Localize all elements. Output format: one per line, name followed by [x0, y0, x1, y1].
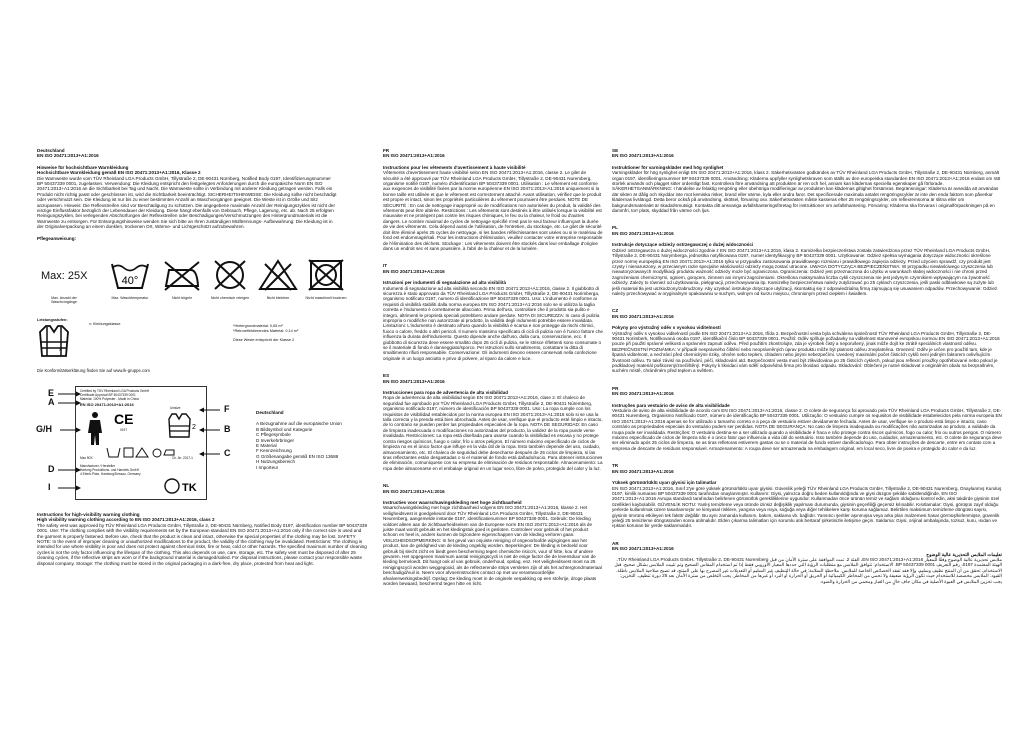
vest-class-x: x: [59, 347, 62, 353]
legend-item: E Material: [256, 443, 277, 449]
lang-code-it: IT: [383, 263, 388, 269]
care-caption: Nicht chemisch reinigen: [210, 296, 250, 300]
section-heading: Instruktioner för varningskläder med hög synlighet: [612, 164, 724, 170]
care-caption: Max. Waschtemperatur: [111, 296, 149, 300]
label-line: Hartung Produktions- und Handels GmbH: [80, 468, 139, 472]
material-reflective: *Retroreflektierendes Material: 0,14 m²: [233, 329, 299, 333]
standard-line: EN ISO 20471:2013+A1:2016: [383, 488, 445, 494]
notified-body-number: 0197: [120, 428, 128, 432]
country-heading: Deutschland: [37, 148, 65, 153]
performance-title: Leistungsstufen:: [37, 318, 68, 322]
label-line: Material: 100% Polyester - Made in China: [80, 397, 139, 401]
lang-code-tr: TR: [612, 463, 619, 469]
section-subheading: High visibility warning clothing according to EN ISO 20471:2013+A1:2016, class 2: [37, 517, 215, 523]
section-heading: Instrucciones para ropa de advertencia de alta visibilidad: [383, 390, 509, 396]
section-body: Výstražný oděv s vysokou viditelností podle EN ISO 20471:2013+A1:2016, třída 2. Bezpečnostní vesta byla schválena společností TÜV Rheinland LGA Products GmbH, Tillystraße 2, DE-90431 Norimberk, Notifikovaná osoba 0197, identifikační číslo BP 50437339 0001. Použití: Oděv splňuje požadavky na viditelnost stanovené evropskou normou EN ISO 20471:2013+A1:2016 pouze při použití správné velikosti a správném zapnutí oděvu. Před použitím zkontrolujte, zda je výrobek čistý a neporušený, jinak může dojít ke ztrátě speciálních vlastností oděvu. BEZPEČNOSTNÍ POZNÁMKA: V případě nesprávného čištění nebo neoprávněných úprav produktu může být platnost oděvu zneplatněna. Omezení: Oděv je určen pro použití tam, kde je špatná viditelnost, a nechrání před chemickými riziky, ohněm nebo teplem, chladem nebo jinými nebezpečími. Uvedený maximální počet čisticích cyklů není jediným faktorem ovlivňujícím životnost oděvu. To také závisí na používání, péči, skladování atd. Bezpečnostní vesta musí být zlikvidována po 25 čisticích cyklech, pokud jsou reflexní proužky opotřebované nebo pokud je podkladový materiál poškozený/znečištěný. Pokyny k likvidaci vám sdělí odpovědná firma pro likvidaci odpadu. Skladování: Oblečení je nutné skladovat v originálním obalu na bezprašném, suchém místě, chráněném před teplem a světlem.: [612, 330, 1000, 374]
section-heading: Instructions pour les vêtements d'avertissement à haute visibilité: [383, 164, 526, 170]
svg-text:TK: TK: [182, 482, 197, 494]
lang-code-pt: PR: [612, 385, 619, 391]
lang-code-es: ES: [383, 373, 390, 379]
column-middle: [383, 148, 603, 586]
callout-letter-i: I: [48, 482, 51, 492]
standard-line: EN ISO 20471:2013+A1:2016: [612, 313, 674, 319]
section-heading: Hinweise für hochsichtbare Warnkleidung: [37, 164, 129, 170]
care-caption: Nicht bügeln: [172, 296, 192, 300]
lang-code-ar: AR: [612, 540, 619, 546]
label-max-wash: Max 50X: [80, 456, 93, 460]
legend-item: H Nutzungsbereich: [256, 459, 296, 465]
callout-letter-a: A: [48, 397, 55, 407]
legend-item: D Inverkehrbringer: [256, 437, 295, 443]
label-line: Manufacturer / Hersteller: [80, 464, 116, 468]
legend-item: A Bezugnahme auf die europäische Union: [256, 421, 342, 427]
section-body: Vêtements d'avertissement haute visibilité selon EN ISO 20471:2013+A1:2016, classe 2. Le gilet de sécurité a été approuvé par TÜV Rheinland LGA Products GmbH, Tillystraße 2, DE-90431 Nuremberg, organisme notifié 0197, numéro d'identification BP 50437339 0001. Utilisation : Le vêtement est conforme aux exigences de visibilité fixées par la norme européenne EN ISO 20471:2013+A1:2016 uniquement si la bonne taille est utilisée et que le vêtement est correctement attaché. Avant utilisation, vérifiez que le produit est propre et intact, sinon les propriétés particulières du vêtement pourraient être perdues. NOTE DE SÉCURITÉ : En cas de nettoyage inapproprié ou de modifications non autorisées du produit, la validité des vêtements peut être altérée. Restrictions : Les vêtements sont destinés à être utilisés lorsque la visibilité est mauvaise et ne protègent pas contre les risques chimiques, le feu ou la chaleur, le froid ou d'autres dangers. Le nombre maximal de cycles de nettoyage spécifié n'est pas le seul facteur influençant la durée de vie des vêtements. Cela dépend aussi de l'utilisation, de l'entretien, du stockage, etc. Le gilet de sécurité doit être éliminé après 25 cycles de nettoyage, si les bandes réfléchissantes sont usées ou si le matériau de fond est endommagé/sali. Pour les instructions d'élimination, veuillez contacter votre entreprise responsable de l'élimination des déchets. Stockage : Les vêtements doivent être stockés dans leur emballage d'origine dans un endroit sec et sans poussière, à l'abri de la chaleur et de la lumière.: [383, 170, 603, 251]
standard-line: EN ISO 20471:2013+A1:2016: [612, 153, 674, 159]
section-body: Ropa de advertencia de alta visibilidad según EN ISO 20471:2013+A1:2016, clase 2. El chaleco de seguridad fue aprobado por TÜV Rheinland LGA Products GmbH, Tillystraße 2, DE-90431 Núremberg, organismo notificado 0197, número de identificación BP 50437339 0001. Uso: La ropa cumple con los requisitos de visibilidad establecidos por la norma europea EN ISO 20471:2013+A1:2016 solo si se usa la talla correcta y la prenda está bien abrochada. Antes de usar, verifique que el producto esté limpio e intacto, de lo contrario se pueden perder las propiedades especiales de la ropa. NOTA DE SEGURIDAD: En caso de limpieza inadecuada o modificaciones no autorizadas del producto, la validez de la ropa puede verse invalidada. Restricciones: La ropa está diseñada para usarse cuando la visibilidad es escasa y no protege contra riesgos químicos, fuego o calor, frío u otros peligros. El número máximo especificado de ciclos de limpieza no es el único factor que influye en la vida útil de la ropa. Esto también depende del uso, cuidado, almacenamiento, etc. El chaleco de seguridad debe desecharse después de 25 ciclos de limpieza, si las tiras reflectantes están desgastadas o si el material de fondo está dañado/sucio. Para obtener instrucciones de eliminación, comuníquese con su empresa de eliminación de residuos responsable. Almacenamiento: La ropa debe almacenarse en el embalaje original en un lugar seco, libre de polvo, protegido del calor y la luz.: [383, 395, 603, 471]
standard-line: EN ISO 20471:2013+A1:2016: [37, 153, 99, 159]
label-size: Unisize: [170, 406, 181, 410]
lang-code-pl: PL: [612, 225, 618, 231]
svg-text:40°: 40°: [121, 275, 139, 287]
callout-letter-f: F: [224, 404, 230, 414]
class-note: Diese Weste entspricht der Klasse 2: [233, 338, 295, 342]
legend-item: B Bildsymbol und Kategorie: [256, 426, 313, 432]
standard-line: EN ISO 20471:2013+A1:2016: [612, 546, 674, 552]
section-heading: تعليمات الملابس التحذيرية عالية الوضوح: [926, 551, 1002, 557]
care-caption: Nicht bleichen: [266, 296, 290, 300]
callout-letter-b: B: [224, 424, 231, 434]
standard-line: EN ISO 20471:2013+A1:2016: [612, 391, 674, 397]
callout-letter-gh: G/H: [36, 424, 53, 434]
conformity-link: Die Konformitätserklärung finden Sie auf www.lk-gruppe.com: [37, 368, 150, 373]
standard-line: EN ISO 20471:2013+A1:2016: [383, 378, 445, 384]
material-background: *Hintergrundmaterial: 0,65 m²: [233, 324, 283, 328]
section-heading: Pokyny pro výstražný oděv s vysokou viditelností: [612, 325, 721, 331]
legend-item: C Pflegesymbole: [256, 432, 291, 438]
section-heading: Istruzioni per indumenti di segnalazione ad alta visibilità: [383, 280, 507, 286]
callout-letter-c: C: [224, 448, 231, 458]
section-body: The safety vest was approved by TÜV Rheinland LGA Products GmbH, Tillystraße 2, DE-90431 Nürnberg, Notified Body 0197, identification number BP 50437339 0001. Use: The clothing complies with the visibility requirements set by the European standard EN ISO 20471:2013+A1:2016 only if the correct size is used and the garment is properly fastened. Before use, check that the product is clean and intact, otherwise the special properties of the clothing may be lost. SAFETY NOTE: In the event of improper cleaning or unauthorized modifications to the product, the validity of the clothing may be invalidated. Restrictions: The clothing is intended for use where visibility is poor and does not protect against chemical risks, fire or heat, cold or other hazards. The specified maximum number of cleaning cycles is not the only factor influencing the lifespan of the clothing. This also depends on use, care, storage, etc. The safety vest must be disposed of after 25 cleaning cycles, if the reflective strips are worn or if the background material is damaged/soiled. For disposal instructions, please contact your responsible waste disposal company. Storage: The clothing must be stored in the original packaging in a dark-free, dry place, protected from heat and light.: [37, 522, 367, 566]
callout-letter-d: D: [48, 464, 55, 474]
legend-title: Deutschland: [256, 410, 284, 415]
section-heading: Instructies voor waarschuwingskleding met hoge zichtbaarheid: [383, 499, 522, 505]
class-legend: x: Kleidungsklasse: [89, 322, 121, 326]
english-section: [37, 512, 367, 566]
lang-code-nl: NL: [383, 483, 390, 489]
section-body: Waarschuwingskleding met hoge zichtbaarheid volgens EN ISO 20471:2013+A1:2016, klasse 2. Het veiligheidsvest is goedgekeurd door TÜV Rheinland LGA Products GmbH, Tillystraße 2, DE-90431 Neurenberg, aangemelde instantie 0197, identificatienummer BP 50437339 0001. Gebruik: De kleding voldoet alleen aan de zichtbaarheidseisen van de Europese norm EN ISO 20471:2013+A1:2016 als de juiste maat wordt gebruikt en het kledingstuk goed is gesloten. Controleer voor gebruik of het product schoon en heel is, anders kunnen de bijzondere eigenschappen van de kleding verloren gaan. VEILIGHEIDSOPMERKING: In het geval van onjuiste reiniging of ongeoorloofde wijzigingen aan het product, kan de geldigheid van de kleding ongeldig worden. Beperkingen: De kleding is bedoeld voor gebruik bij slecht zicht en biedt geen bescherming tegen chemische risico's, vuur of hitte, kou of andere gevaren. Het opgegeven maximum aantal reinigingscycli is niet de enige factor die de levensduur van de kleding beïnvloedt. Dit hangt ook af van gebruik, onderhoud, opslag, enz. Het veiligheidsvest moet na 25 reinigingscycli worden weggegooid, als de reflecterende strips versleten zijn of als het achtergrondmateriaal beschadigd/vuil is. Neem voor afvoerinstructies contact op met uw verantwoordelijke afvalverwerkingsbedrijf. Opslag: De kleding moet in de originele verpakking op een stofvrije, droge plaats worden bewaard, beschermd tegen hitte en licht.: [383, 505, 602, 587]
standard-line: EN ISO 20471:2013+A1:2016: [383, 153, 445, 159]
section-heading: Instrukcje dotyczące odzieży ostrzegawczej o dużej widoczności: [612, 242, 754, 248]
no-tumble-dry-icon: [305, 258, 347, 294]
section-heading: Instructions for high-visibility warning clothing: [37, 512, 140, 517]
section-body: ملابس تحذيرية عالية الوضوح وفقًا للمعيار EN ISO 20471:2013+A1:2016، الفئة 2. تمت الموافقة على سترة الأمان من قبل TÜV Rheinland LGA Products GmbH، Tillystraße 2، DE-90431 Nuremberg، الهيئة المعتمدة 0197، رقم التعريف BP 50437339 0001. الاستخدام: تتوافق الملابس مع متطلبات الرؤية التي حددها المعيار الأوروبي فقط إذا تم استخدام المقاس الصحيح وتم تثبيت الملابس بشكل صحيح. قبل الاستخدام، تحقق من أن المنتج نظيف وسليم، وإلا فقد تفقد الخصائص الخاصة للملابس. ملاحظة السلامة: في حالة التنظيف غير السليم أو التعديلات غير المصرح بها على المنتج، قد تصبح صلاحية الملابس باطلة. القيود: الملابس مخصصة للاستخدام حيث تكون الرؤية ضعيفة ولا تحمي من المخاطر الكيميائية أو الحريق أو الحرارة أو البرد أو غيرها من المخاطر. يجب التخلص من سترة الأمان بعد 25 دورة تنظيف. التخزين: يجب تخزين الملابس في العبوة الأصلية في مكان جاف خالٍ من الغبار ومحمي من الحرارة والضوء.: [614, 556, 1002, 584]
label-line: 4 Eberti-Platz, Hamburg/Dessau, Germany: [80, 472, 141, 476]
label-legend: [256, 410, 356, 470]
no-bleach-icon: [257, 258, 299, 294]
column-right: [612, 148, 1002, 584]
section-heading: Instruções para vestuário de aviso de alta visibilidade: [612, 402, 730, 408]
standard-line: EN ISO 20471:2013+A1:2016: [612, 230, 674, 236]
section-subheading: Hochsichtbare Warnkleidung gemäß EN ISO 20471:2013+A1:2016, Klasse 2: [37, 170, 201, 176]
care-caption: Max. Anzahl der Waschvorgänge: [51, 296, 77, 305]
section-body: Varningskläder för hög synlighet enligt EN ISO 20471:2013+A1:2016, klass 2. Säkerhetsvästen godkändes av TÜV Rheinland LGA Products GmbH, Tillystraße 2, DE-90431 Nürnberg, anmält organ 0197, identifieringsnummer BP 50437339 0001. Användning: Kläderna uppfyller synlighetskraven som ställs av den europeiska standarden EN ISO 20471:2013+A1:2016 endast om rätt storlek används och plagget sitter ordentligt fast. Kontrollera före användning att produkten är ren och hel, annars kan klädernas speciella egenskaper gå förlorade. SÄKERHETSANMÄRKNING: I händelse av felaktig rengöring eller obehöriga modifieringar av produkten kan klädernas giltighet försämras. Begränsningar: Kläderna är avsedda att användas där sikten är dålig och skyddar inte mot kemiska risker, brand eller värme, kyla eller andra faror. Det specificerade maximala antalet rengöringscykler är inte den enda faktorn som påverkar klädernas livslängd. Detta beror också på användning, skötsel, förvaring osv. Säkerhetsvästen måste kasseras efter 25 rengöringscykler, om reflexremsorna är slitna eller om bakgrundsmaterialet är skadat/smutsigt. Kontakta ditt ansvariga avfallshanteringsföretag för instruktioner om avfallshantering. Förvaring: Kläderna ska förvaras i originalförpackningen på en dammfri, torr plats, skyddad från värme och ljus.: [612, 170, 1001, 214]
section-body: Die Warnweste wurde vom TÜV Rheinland LGA Products GmbH, Tillystraße 2, DE-90431 Nürnberg, Notified Body 0197, Identifizierungsnummer BP 50437339 0001, zugelassen. Verwendung: Die Kleidung entspricht den festgelegten Anforderungen durch die europäische Norm EN ISO 20471:2013+A1:2016 an die Sichtbarkeit bei Tag und Nacht. Die Warnweste sollte in Verbindung mit anderer Kleidung getragen werden. Falls ein Produkt nicht richtig passt oder geschlossen ist, wird die Sichtbarkeit beeinträchtigt. SICHERHEITSHINWEISE: Die Kleidung sollte nicht beschädigt oder verschmutzt sein. Die Kleidung ist nur bis zu einer bestimmten Anzahl an Waschvorgängen geeignet. Die Weste ist in Größe und Sitz anzupassen. Hinweis: Die Reflexstreifen sind vor Beschädigung zu schützen. Die angegebene maximale Anzahl der Reinigungszyklen ist nicht der einzige Einflussfaktor bezüglich der Lebensdauer der Kleidung. Diese hängt ebenfalls von Gebrauch, Pflege, Lagerung, etc. ab. Nach 25 erfolgten Reinigungszyklen, bei verlegenden Abschürfungen der Reflexstreifen oder Beschädigungen/Verschmutzungen des Hintergrundmaterials ist die Warnweste zu entsorgen. Für Entsorgungshinweise wenden Sie sich bitte an Ihren zuständigen Mülltrennungs- Aufbewahrung: Die Kleidung ist in der Originalverpackung an einem dunklen, trockenen Ort, Wärme- und Lichtgeschützt aufzubewahren.: [37, 175, 337, 230]
care-caption: Nicht maschinell trocknen: [305, 296, 347, 300]
label-line: Certificate Approval BP 50437339 0001: [80, 393, 136, 397]
legend-item: F Kennzeichnung: [256, 448, 292, 454]
label-batch: Ch.-Nr. 2017-1: [172, 456, 193, 460]
label-line: EN ISO 20471:2013+A1:2016: [80, 402, 134, 407]
lang-code-fr: FR: [383, 148, 390, 153]
label-line: Certified by TÜV Rheinland LGA Products GmbH: [80, 389, 150, 393]
max-wash-label: Max: 25X: [41, 270, 88, 282]
section-body: EN ISO 20471:2013+A1:2016, Sınıf 2'ye göre yüksek görünürlüklü uyarı giysisi. Güvenlik yeleği TÜV Rheinland LGA Products GmbH, Tillystraße 2, DE-90431 Nuremberg, Onaylanmış Kuruluş 0197, kimlik numarası BP 50437339 0001 tarafından onaylanmıştır. Kullanım: Giysi, yalnızca doğru beden kullanıldığında ve giysi düzgün şekilde sabitlendiğinde, EN ISO 20471:2013+A1:2016 Avrupa standardı tarafından belirlenen görünürlük gerekliliklerine uygundur. Kullanmadan önce ürünün temiz ve sağlam olduğunu kontrol edin, aksi takdirde giysinin özel özellikleri kaybolabilir. GÜVENLİK NOTU: Yanlış temizleme veya üründe izinsiz değişiklik yapılması durumunda, giysinin geçerliliği geçersiz kılınabilir. Kısıtlamalar: Giysi, görüşün zayıf olduğu yerlerde kullanılmak üzere tasarlanmıştır ve kimyasal risklere, yangına veya ısıya, soğuğa veya diğer tehlikelere karşı koruma sağlamaz. Belirtilen maksimum temizleme döngüsü sayısı, giysinin ömrünü etkileyen tek faktör değildir. Bu aynı zamanda kullanım, bakım, saklama vb. bağlıdır. Yansıtıcı şeritler aşınmışsa veya arka plan malzemesi hasar görmüş/kirlenmişse, güvenlik yeleği 25 temizleme döngüsünden sonra atılmalıdır. Elden çıkarma talimatları için sorumlu atık bertaraf şirketinizle iletişime geçin. Saklama: Giysi, orijinal ambalajında, tozsuz, kuru, ısıdan ve ışıktan korunan bir yerde saklanmalıdır.: [612, 485, 1002, 529]
svg-text:2: 2: [192, 424, 196, 431]
section-body: Indumenti di segnalazione ad alta visibilità secondo EN ISO 20471:2013+A1:2016, classe 2. Il giubbotto di sicurezza è stato approvato da TÜV Rheinland LGA Products GmbH, Tillystraße 2, DE-90431 Norimberga, organismo notificato 0197, numero di identificazione BP 50437339 0001. Uso: L'indumento è conforme ai requisiti di visibilità stabiliti dalla norma europea EN ISO 20471:2013+A1:2016 solo se si utilizza la taglia corretta e l'indumento è correttamente allacciato. Prima dell'uso, controllare che il prodotto sia pulito e integro, altrimenti le proprietà speciali potrebbero andare perdute. NOTA DI SICUREZZA: In caso di pulizia impropria o modifiche non autorizzate al prodotto, la validità degli indumenti potrebbe essere invalidata. Limitazioni: L'indumento è destinato all'uso quando la visibilità è scarsa e non protegge da rischi chimici, fuoco o calore, freddo o altri pericoli. Il numero massimo specificato di cicli di pulizia non è l'unico fattore che influenza la durata dell'indumento. Questo dipende anche dall'uso, dalla cura, conservazione, ecc. Il giubbotto di sicurezza deve essere smaltito dopo 25 cicli di pulizia, se le strisce riflettenti sono consumate o se il materiale di fondo è danneggiato/sporco. Per istruzioni sullo smaltimento, contattare la ditta di smaltimento rifiuti responsabile. Conservazione: Gli indumenti devono essere conservati nella confezione originale in un luogo asciutto e privo di polvere, al riparo da calore e luce.: [383, 285, 603, 361]
svg-text:CE: CE: [114, 411, 134, 427]
lang-code-cz: CZ: [612, 308, 619, 314]
callout-letter-e: E: [48, 388, 55, 398]
section-body: Vestuário de aviso de alta visibilidade de acordo com EN ISO 20471:2013+A1:2016, classe 2. O colete de segurança foi aprovado pela TÜV Rheinland LGA Products GmbH, Tillystraße 2, DE-90431 Nuremberg, Organismo Notificado 0197, número de identificação BP 50437339 0001. Utilização: O vestuário cumpre os requisitos de visibilidade estabelecidos pela norma europeia EN ISO 20471:2013+A1:2016 apenas se for utilizado o tamanho correto e a peça de vestuário estiver devidamente fechada. Antes de usar, verifique se o produto está limpo e intacto, caso contrário as propriedades especiais do vestuário podem ser perdidas. NOTA DE SEGURANÇA: No caso de limpeza inadequada ou modificações não autorizadas ao produto, a validade da roupa pode ser invalidada. Restrições: O vestuário destina-se a ser utilizado quando a visibilidade é fraca e não protege contra riscos químicos, fogo ou calor, frio ou outros perigos. O número máximo especificado de ciclos de limpeza não é o único fator que influencia a vida útil do vestuário. Isso também depende do uso, cuidados, armazenamento, etc. O colete de segurança deve ser eliminado após 25 ciclos de limpeza, se as tiras refletoras estiverem gastas ou se o material de fundo estiver danificado/sujo. Para obter instruções de descarte, entre em contato com a empresa de descarte de resíduos responsável. Armazenamento: A roupa deve ser armazenada na embalagem original, em local seco, livre de poeira e protegido do calor e da luz.: [612, 408, 1002, 451]
legend-item: G Größenangabe gemäß EN ISO 13688: [256, 453, 339, 459]
care-title: Pflegeanweisung:: [37, 235, 77, 241]
legend-item: I Importeur: [256, 464, 279, 470]
lang-code-se: SE: [612, 148, 619, 153]
section-heading: Yüksek görünürlüklü uyarı giysisi için talimatlar: [612, 480, 717, 486]
section-body: Odzież ostrzegawcza o dużej widoczności zgodnie z EN ISO 20471:2013+A1:2016, klasa 2. Kamizelka bezpieczeństwa została zatwierdzona przez TÜV Rheinland LGA Products GmbH, Tillystraße 2, DE-90431 Norymberga, jednostka notyfikowana 0197, numer identyfikacyjny BP 50437339 0001. Użytkowanie: Odzież spełnia wymagania dotyczące widoczności określone przez normę europejską EN ISO 20471:2013+A1:2016 tylko w przypadku zastosowania prawidłowego rozmiaru i prawidłowego zapięcia odzieży. Przed użyciem sprawdź, czy produkt jest czysty i nienaruszony, w przeciwnym razie specjalne właściwości odzieży mogą zostać utracone. UWAGA DOTYCZĄCA BEZPIECZEŃSTWA: W przypadku niewłaściwego czyszczenia lub nieautoryzowanych modyfikacji produktu ważność odzieży może być ograniczona. Ograniczenia: Odzież jest przeznaczona do użytku w warunkach słabej widoczności i nie chroni przed zagrożeniami chemicznymi, ogniem, gorącem, zimnem ani innymi zagrożeniami. Określona maksymalna liczba cykli czyszczenia nie jest jedynym czynnikiem wpływającym na żywotność odzieży. Zależy to również od użytkowania, pielęgnacji, przechowywania itp. Kamizelkę bezpieczeństwa należy zutylizować po 25 cyklach czyszczenia, jeśli paski odblaskowe są zużyte lub jeśli materiał tła jest uszkodzony/zabrudzony. Aby uzyskać instrukcje dotyczące utylizacji, skontaktuj się z odpowiedzialną firmą zajmującą się usuwaniem odpadów. Przechowywanie: Odzież należy przechowywać w oryginalnym opakowaniu w suchym, wolnym od kurzu miejscu, chronionym przed ciepłem i światłem.: [612, 247, 998, 296]
standard-line: EN ISO 20471:2013+A1:2016: [612, 468, 674, 474]
standard-line: EN ISO 20471:2013+A1:2016: [383, 268, 445, 274]
